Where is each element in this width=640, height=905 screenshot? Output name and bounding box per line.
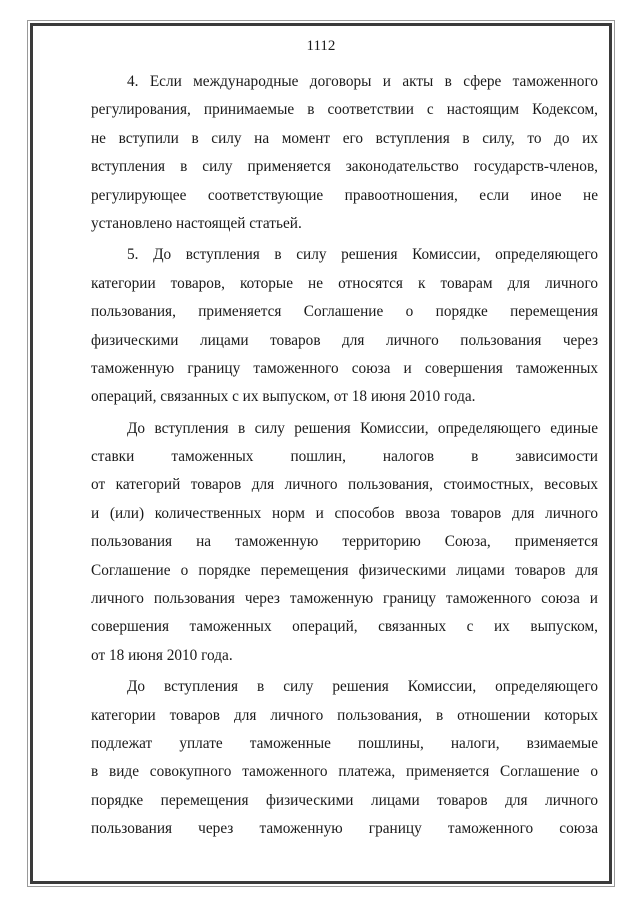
text-line: и (или) количественных норм и способов ввоза товаров для личного [91, 504, 598, 522]
paragraph-5 [91, 241, 598, 411]
text-line: физическими лицами товаров для личного пользования через [91, 331, 598, 349]
text-line: регулирования, принимаемые в соответствии с настоящим Кодексом, [91, 101, 598, 119]
text-line: 4. Если международные договоры и акты в сфере таможенного [127, 73, 598, 90]
text-line: категории товаров, которые не относятся к товарам для личного [91, 274, 598, 292]
text-line: регулирующее соответствующие правоотношения, если иное не [91, 186, 598, 204]
page-number: 1112 [306, 38, 336, 54]
text-line: операций, связанных с их выпуском, от 18 июня 2010 года. [91, 388, 476, 406]
text-line: в виде совокупного таможенного платежа, применяется Соглашение о [91, 763, 598, 781]
text-line: порядке перемещения физическими лицами товаров для личного [91, 791, 598, 809]
text-line: пользования, применяется Соглашение о порядке перемещения [91, 303, 598, 321]
text-line: пользования на таможенную территорию Союза, применяется [91, 533, 598, 551]
paragraph-rates [91, 415, 598, 671]
text-line: совершения таможенных операций, связанных с их выпуском, [91, 618, 598, 636]
text-line: вступления в силу применяется законодательство государств-членов, [91, 158, 598, 176]
paragraph-categories [91, 673, 598, 843]
paragraph-4 [91, 68, 598, 238]
document-body [91, 68, 598, 844]
text-line: от 18 июня 2010 года. [91, 646, 233, 664]
text-line: ставки таможенных пошлин, налогов в зависимости [91, 448, 598, 466]
text-line: 5. До вступления в силу решения Комиссии, определяющего [127, 246, 598, 264]
text-line: не вступили в силу на момент его вступления в силу, то до их [91, 129, 598, 147]
text-line: личного пользования через таможенную границу таможенного союза и [91, 590, 598, 608]
text-line: категории товаров для личного пользования, в отношении которых [91, 706, 598, 724]
text-line: подлежат уплате таможенные пошлины, налоги, взимаемые [91, 734, 598, 752]
text-line: До вступления в силу решения Комиссии, определяющего единые [127, 419, 598, 437]
text-line: от категорий товаров для личного пользования, стоимостных, весовых [91, 476, 598, 494]
text-line: пользования через таможенную границу таможенного союза [91, 820, 598, 838]
text-line: Соглашение о порядке перемещения физическими лицами товаров для [91, 561, 598, 579]
text-line: таможенную границу таможенного союза и совершения таможенных [91, 359, 598, 377]
text-line: До вступления в силу решения Комиссии, определяющего [127, 678, 598, 696]
text-line: установлено настоящей статьей. [91, 214, 302, 232]
page-frame [30, 23, 612, 884]
